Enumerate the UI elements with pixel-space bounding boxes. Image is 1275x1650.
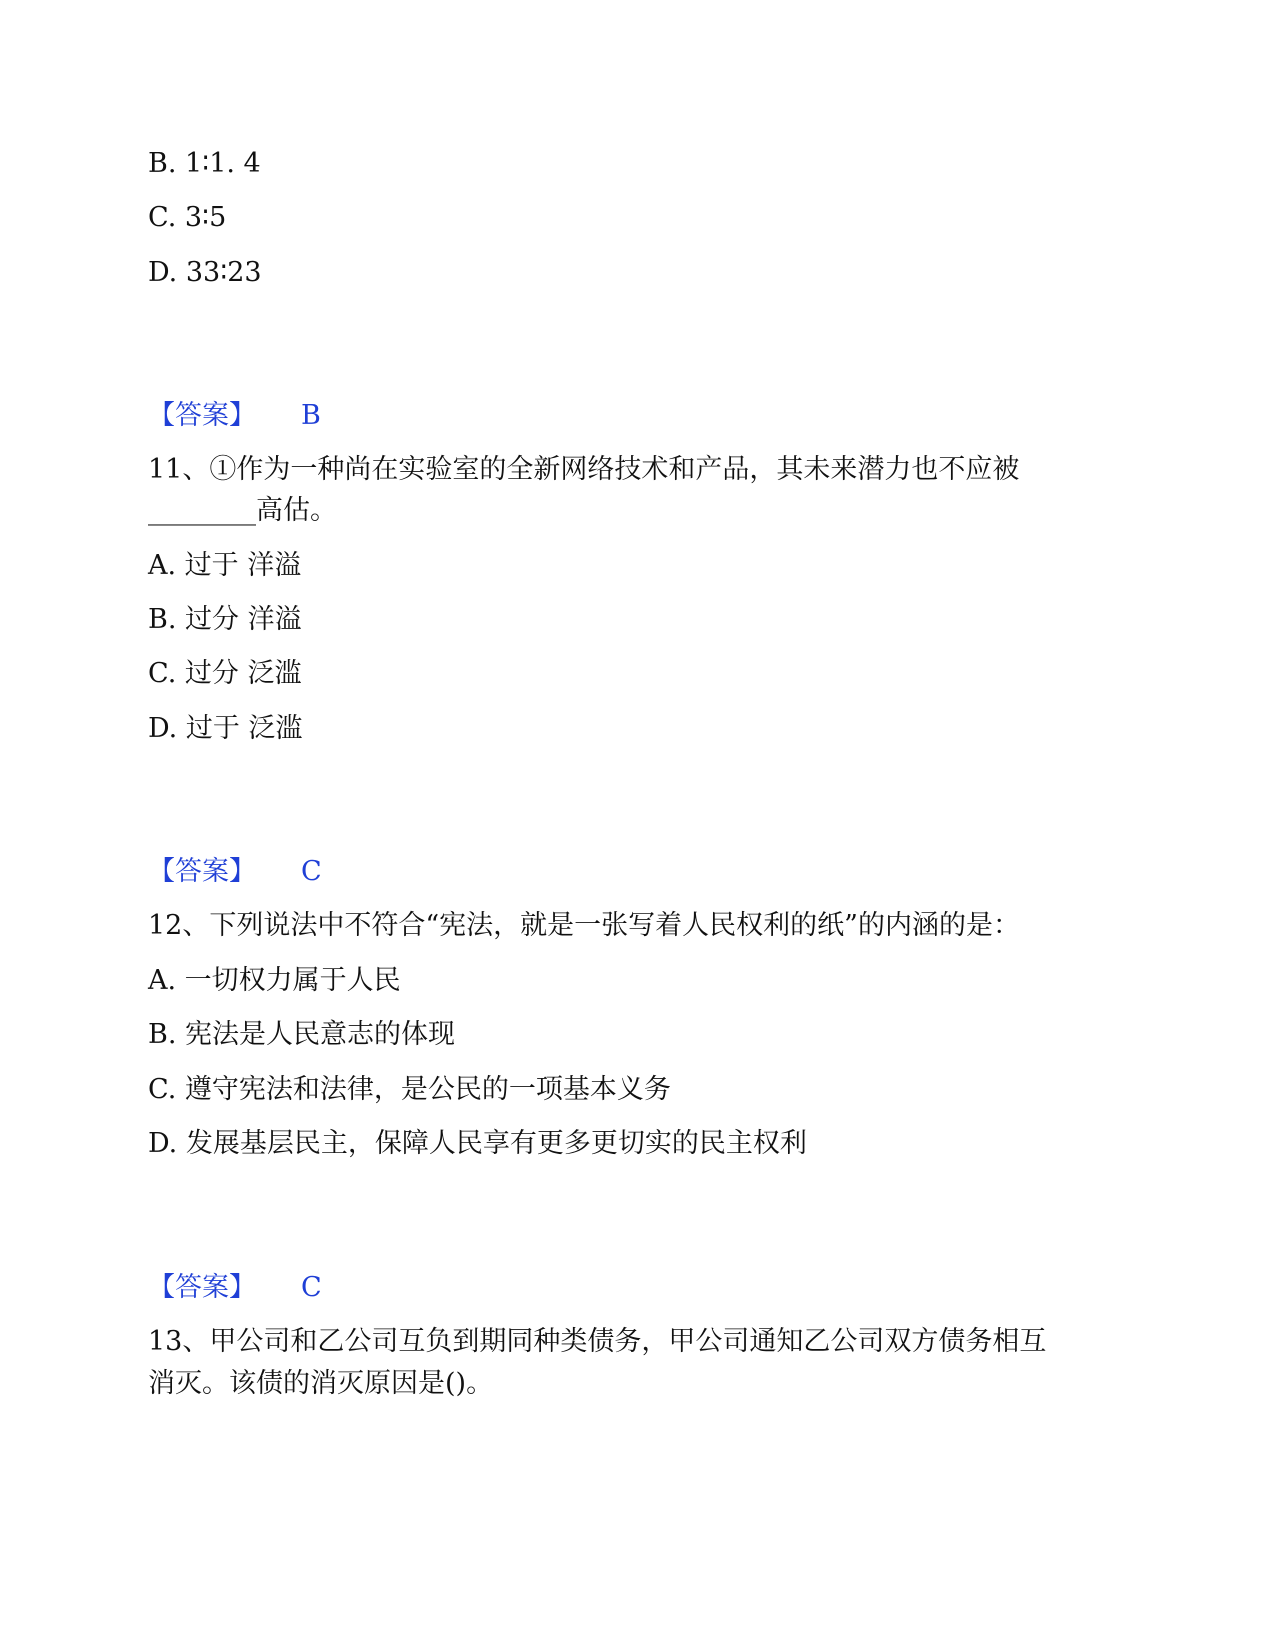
answer-value: C (301, 856, 322, 887)
q10-option-c: C. 3∶5 (148, 202, 227, 233)
q11-stem-line2: ________高估。 (148, 495, 337, 526)
q11-stem-line1: 11、①作为一种尚在实验室的全新网络技术和产品，其未来潜力也不应被 (148, 454, 1020, 485)
q11-answer (148, 854, 322, 890)
q11-option-d: D. 过于 泛滥 (148, 713, 303, 744)
q10-option-d: D. 33∶23 (148, 257, 262, 288)
q12-answer (148, 1270, 322, 1306)
q12-option-c: C. 遵守宪法和法律，是公民的一项基本义务 (148, 1074, 671, 1105)
q12-option-b: B. 宪法是人民意志的体现 (148, 1019, 456, 1050)
q11-option-a: A. 过于 洋溢 (148, 550, 302, 581)
q12-option-d: D. 发展基层民主，保障人民享有更多更切实的民主权利 (148, 1128, 807, 1159)
q11-option-c: C. 过分 泛滥 (148, 658, 302, 689)
answer-label: 【答案】 (148, 1272, 256, 1303)
q12-option-a: A. 一切权力属于人民 (148, 965, 401, 996)
q11-option-b: B. 过分 洋溢 (148, 604, 302, 635)
answer-value: C (301, 1272, 322, 1303)
q10-option-b: B. 1∶1. 4 (148, 148, 261, 179)
answer-label: 【答案】 (148, 856, 256, 887)
q10-answer (148, 398, 321, 434)
answer-value: B (301, 400, 321, 431)
answer-label: 【答案】 (148, 400, 256, 431)
q12-stem: 12、下列说法中不符合“宪法，就是一张写着人民权利的纸”的内涵的是： (148, 910, 1020, 941)
q13-stem-line1: 13、甲公司和乙公司互负到期同种类债务，甲公司通知乙公司双方债务相互 (148, 1326, 1047, 1357)
q13-stem-line2: 消灭。该债的消灭原因是()。 (148, 1368, 494, 1399)
